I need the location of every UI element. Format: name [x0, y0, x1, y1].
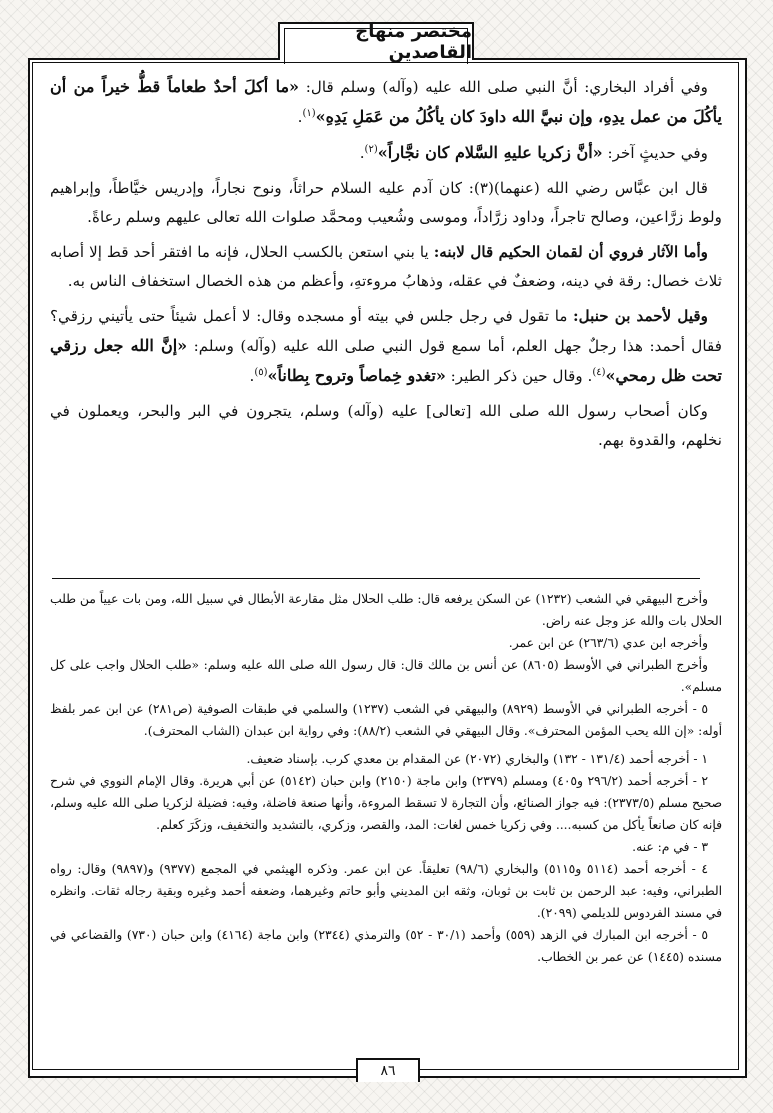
p1-hadith: «ما أكلَ أحدٌ طعاماً قطُّ خيراً من أن يأكُلَ من عمل يدِهِ، وإن نبيَّ الله داودَ كان يأكُلُ من عَمَلِ يَدِهِ»: [50, 77, 722, 126]
footnote-1: ١ - أخرجه أحمد (١٣١/٤ - ١٣٢) والبخاري (٢٠٧٢) عن المقدام بن معدي كرب. بإسناد ضعيف.: [246, 752, 708, 766]
footnote-2: ٢ - أخرجه أحمد (٢٩٦/٢ و٤٠٥) ومسلم (٢٣٧٩) وابن ماجة (٢١٥٠) وابن حبان (٥١٤٢) عن أبي هريرة. وقال الإمام النووي في شرح صحيح مسلم (٢٣٧٣/٥): فيه جواز الصنائع، وأن التجارة لا تسقط المروءة، وأنها صنعة فاضلة، وفيه: فضيلة لزكريا صلى الله عليه وسلم، فإنه كان صانعاً يأكل من كسبه.... وفي زكريا خمس لغات: المد، والقصر، وزكري، بالتشديد والتخفيف، وزكَرَ كعلم.: [50, 774, 722, 832]
main-text: [50, 72, 722, 461]
running-header: [278, 21, 474, 63]
p5-hadith-2: «تغدو خِماصاً وتروح بِطاناً»: [267, 366, 446, 385]
p1-note-ref: (١): [302, 107, 316, 119]
p5-hadith-1: «إنَّ الله جعل رزقي تحت ظل رمحي»: [50, 336, 722, 385]
p2-hadith: «أنَّ زكريا عليهِ السَّلام كان نجَّاراً»: [377, 143, 603, 162]
footnotes: [50, 588, 722, 968]
p5-text: ما تقول في رجل جلس في بيته أو مسجده وقال: لا أعمل شيئاً حتى يأتيني رزقي؟ فقال أحمد: هذا رجلٌ جهل العلم، أما سمع قول النبي صلى الله عليه (وآله) وسلم:: [50, 307, 722, 355]
footnote-4: ٤ - أخرجه أحمد (٥١١٤ و٥١١٥) والبخاري (٩٨/٦) تعليقاً. عن ابن عمر. وذكره الهيثمي في المجمع (٩٣٧٧) و(٩٨٩٧) وقال: رواه الطبراني، وفيه: عبد الرحمن بن ثابت بن ثوبان، وثقه ابن المديني وأبو حاتم وغيرهما، وضعفه أحمد وغيره وبقية رجاله ثقات. وانظره في مسند الفردوس للديلمي (٢٠٩٩).: [50, 862, 722, 920]
paragraph-3: قال ابن عبَّاس رضي الله (عنهما)(٣): كان آدم عليه السلام حراثاً، ونوح نجاراً، وإدريس خيَّاطاً، وإبراهيم ولوط زرَّاعين، وصالح تاجراً، وداود زرَّاداً، وموسى وشُعيب ومحمَّد صلوات الله تعالى عليهم وسلم رعاةً.: [50, 179, 722, 226]
paragraph-2: وفي حديثٍ آخر: «أنَّ زكريا عليهِ السَّلام كان نجَّاراً»$^{(٢)}$.: [359, 143, 708, 162]
page-number: ٨٦: [380, 1063, 396, 1079]
footnote-cont-3: وأخرج الطبراني في الأوسط (٨٦٠٥) عن أنس بن مالك قال: قال رسول الله صلى الله عليه وسلم: «طلب الحلال واجب على كل مسلم».: [50, 658, 722, 694]
paragraph-6: وكان أصحاب رسول الله صلى الله [تعالى] عليه (وآله) وسلم، يتجرون في البر والبحر، ويعملون في نخلهم، والقدوة بهم.: [50, 402, 722, 449]
p2-text: وفي حديثٍ آخر:: [602, 144, 708, 162]
footnote-cont-2: وأخرجه ابن عدي (٢٦٣/٦) عن ابن عمر.: [508, 636, 708, 650]
p5-text-2: . وقال حين ذكر الطير:: [445, 367, 593, 385]
p5-lead: وقيل لأحمد بن حنبل:: [573, 307, 708, 325]
p1-text: وفي أفراد البخاري: أنَّ النبي صلى الله عليه (وآله) وسلم قال:: [299, 78, 708, 96]
paragraph-4: [50, 238, 722, 296]
footnote-5: ٥ - أخرجه ابن المبارك في الزهد (٥٥٩) وأحمد (٣٠/١ - ٥٢) والترمذي (٢٣٤٤) وابن ماجة (٤١٦٤) وابن حبان (٧٣٠) والقضاعي في مسنده (١٤٤٥) عن عمر بن الخطاب.: [50, 928, 722, 964]
paragraph-5: وقيل لأحمد بن حنبل: ما تقول في رجل جلس في بيته أو مسجده وقال: لا أعمل شيئاً حتى يأتيني رزقي؟ فقال أحمد: هذا رجلٌ جهل العلم، أما سمع قول النبي صلى الله عليه (وآله) وسلم: «إنَّ الله جعل رزقي تحت ظل رمحي»$^{(٤)}$. وقال حين ذكر الطير: «تغدو خِماصاً وتروح بِطاناً»$^{(٥)}$.: [50, 307, 722, 385]
p2-note-ref: (٢): [364, 143, 378, 155]
p4-text: يا بني استعن بالكسب الحلال، فإنه ما افتقر أحد قط إلا أصابه ثلاث خصال: رقة في دينه، وضعفٌ في عقله، وذهابُ مروءتهِ، وأعظم من هذه الخصال استخفاف الناس به.: [50, 243, 722, 290]
footnote-3: ٣ - في م: عنه.: [632, 840, 708, 854]
header-title: مختصر منهاج القاصدين: [355, 21, 472, 63]
footnote-cont-4: ٥ - أخرجه الطبراني في الأوسط (٨٩٢٩) والبيهقي في الشعب (١٢٣٧) والسلمي في طبقات الصوفية (ص٢٨١) عن ابن عمر بلفظ أوله: «إن الله يحب المؤمن المحترف». وقال البيهقي في الشعب (٨٨/٢): وفي رواية ابن عبدان (الشاب المحترف).: [50, 702, 722, 738]
page-number-box: [356, 1058, 420, 1082]
p4-lead: وأما الآثار فروي أن لقمان الحكيم قال لابنه:: [433, 243, 709, 261]
footnote-cont-1: وأخرج البيهقي في الشعب (١٢٣٢) عن السكن يرفعه قال: طلب الحلال مثل مقارعة الأبطال في سبيل الله، ومن بات عيياً من طلب الحلال بات والله عز وجل عنه راض.: [50, 592, 722, 628]
p5-note-ref-2: (٥): [254, 366, 268, 378]
footnote-divider: [52, 578, 700, 579]
paragraph-1: وفي أفراد البخاري: أنَّ النبي صلى الله عليه (وآله) وسلم قال: «ما أكلَ أحدٌ طعاماً قطُّ خيراً من أن يأكُلَ من عمل يدِهِ، وإن نبيَّ الله داودَ كان يأكُلُ من عَمَلِ يَدِهِ»$^{(١)}$.: [50, 77, 722, 126]
p5-note-ref-1: (٤): [592, 366, 606, 378]
